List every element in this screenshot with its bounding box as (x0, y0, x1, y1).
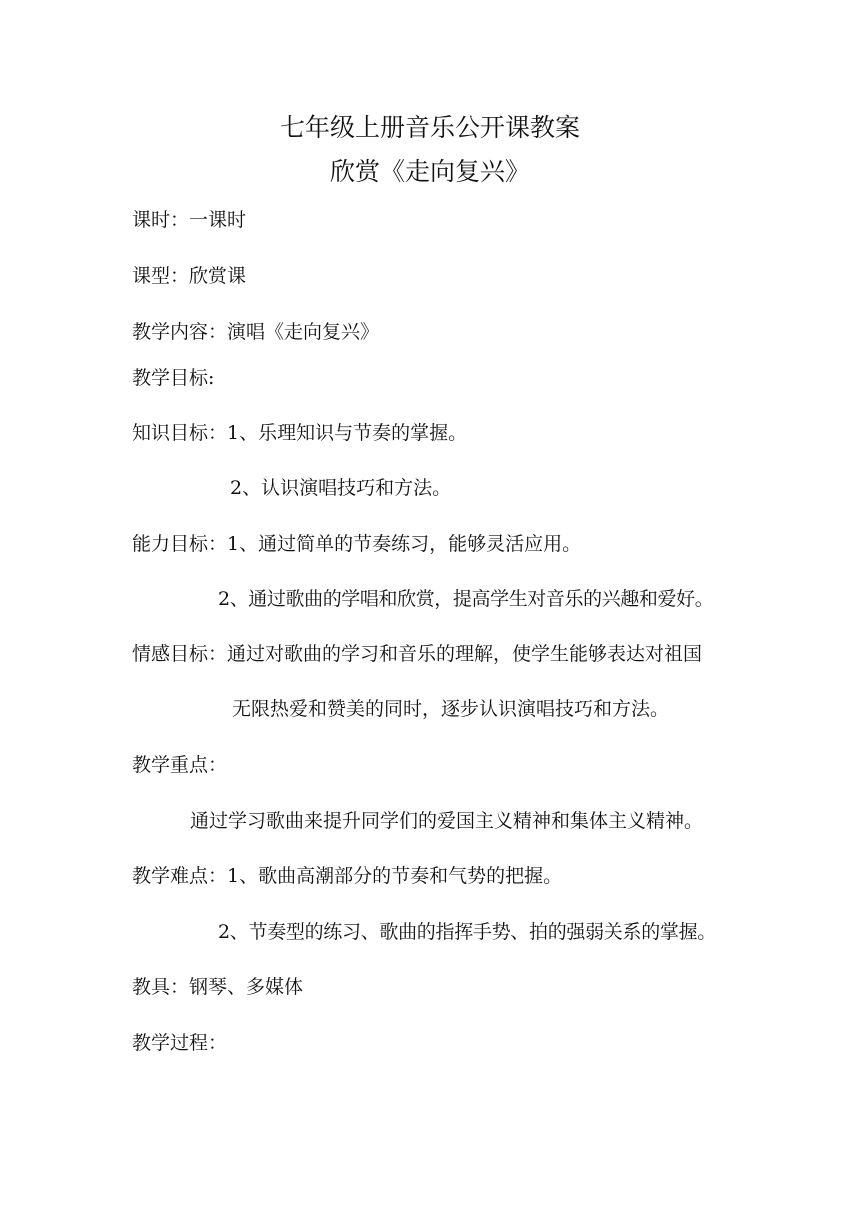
teaching-content-line: 教学内容：演唱《走向复兴》 (132, 321, 380, 343)
teaching-tools-line: 教具：钢琴、多媒体 (132, 976, 304, 998)
document-title: 七年级上册音乐公开课教案 (279, 113, 580, 142)
difficulty-line-2: 2、节奏型的练习、歌曲的指挥手势、拍的强弱关系的掌握。 (218, 921, 716, 943)
document-subtitle: 欣赏《走向复兴》 (329, 157, 530, 186)
class-hours-line: 课时：一课时 (132, 209, 247, 231)
emotion-goal-line-1: 情感目标：通过对歌曲的学习和音乐的理解，使学生能够表达对祖国 (132, 643, 703, 665)
teaching-process-heading: 教学过程： (132, 1032, 228, 1054)
ability-goal-line-2: 2、通过歌曲的学唱和欣赏，提高学生对音乐的兴趣和爱好。 (218, 588, 714, 610)
knowledge-goal-line-2: 2、认识演唱技巧和方法。 (230, 477, 452, 499)
teaching-key-text: 通过学习歌曲来提升同学们的爱国主义精神和集体主义精神。 (190, 810, 704, 832)
teaching-goals-heading: 教学目标: (132, 367, 215, 389)
lesson-type-line: 课型：欣赏课 (132, 265, 247, 287)
emotion-goal-line-2: 无限热爱和赞美的同时，逐步认识演唱技巧和方法。 (232, 698, 670, 720)
ability-goal-line-1: 能力目标：1、通过简单的节奏练习，能够灵活应用。 (132, 533, 582, 555)
teaching-key-heading: 教学重点： (132, 754, 228, 776)
difficulty-line-1: 教学难点：1、歌曲高潮部分的节奏和气势的把握。 (132, 865, 563, 887)
knowledge-goal-line-1: 知识目标：1、乐理知识与节奏的掌握。 (132, 422, 468, 444)
